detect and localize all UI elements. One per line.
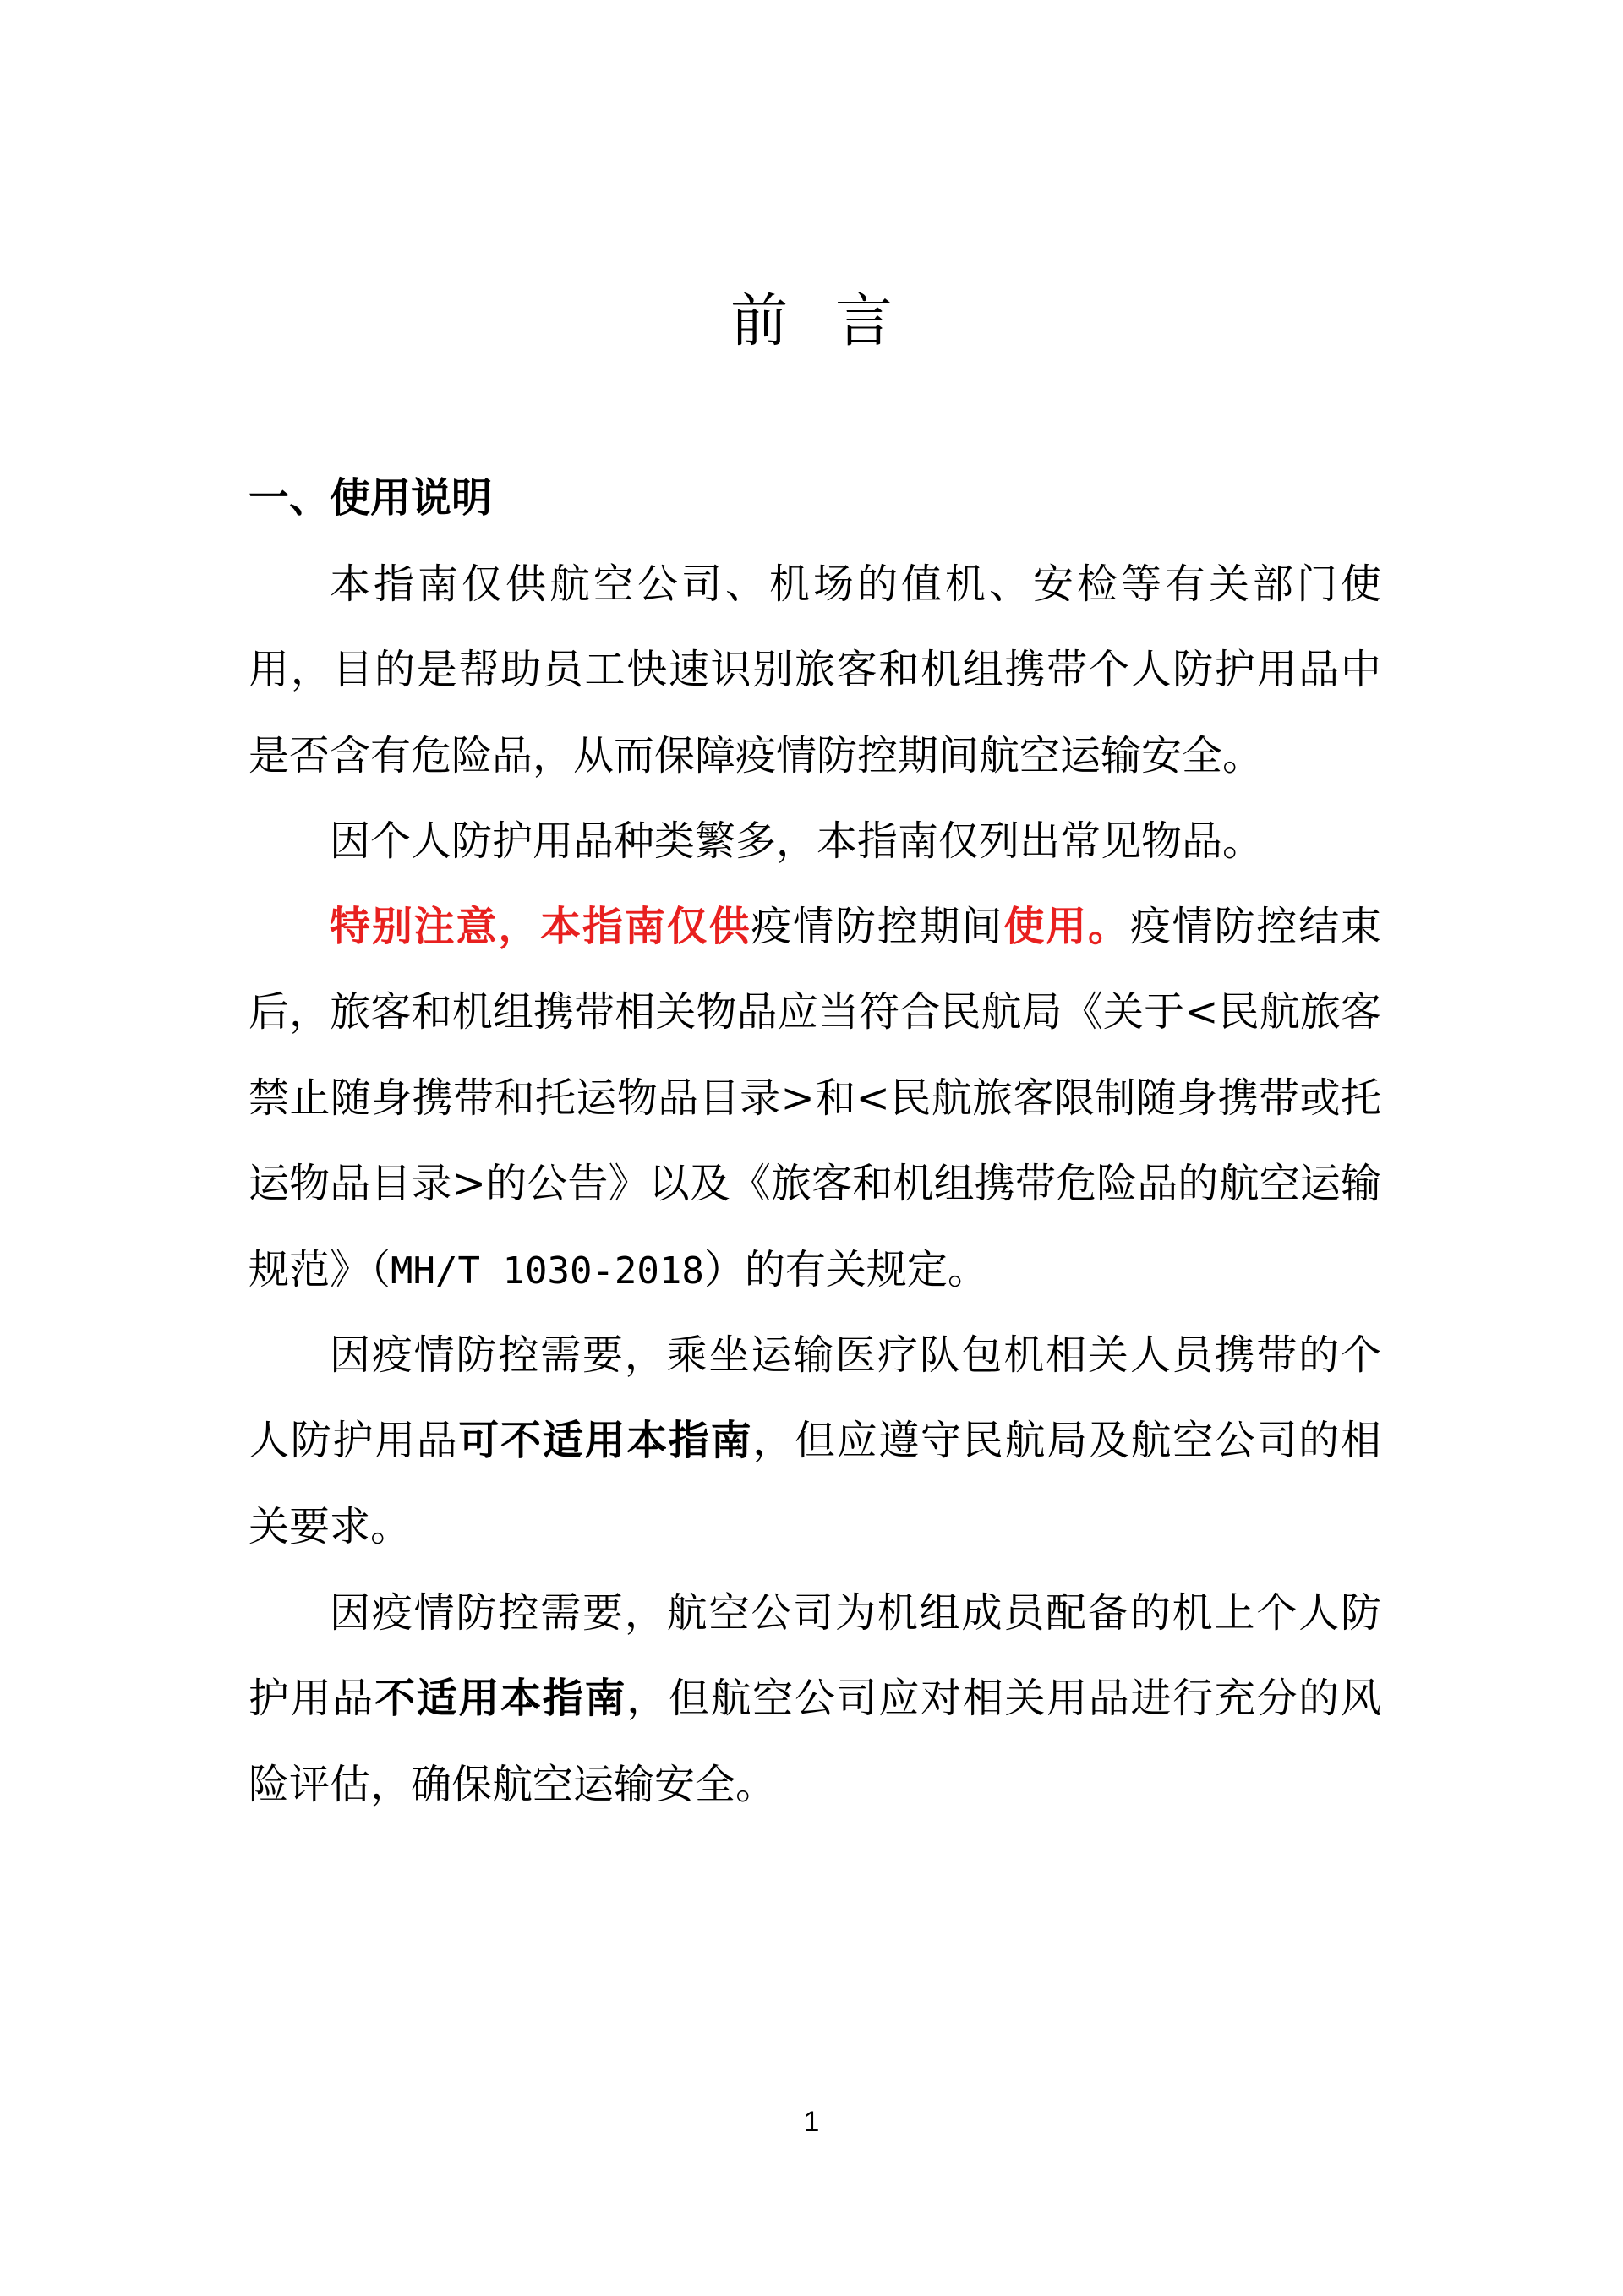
notice-body: 疫情防控结束后，旅客和机组携带相关物品应当符合民航局《关于<民航旅客禁止随身携带和托运物品目录>和<民航旅客限制随身携带或托运物品目录>的公告》以及《旅客和机组携带危险品的航空运输规范》（ (249, 903, 1381, 1293)
paragraph-special-notice (249, 884, 1381, 1314)
medical-team-text-1: 因疫情防控需要，乘坐运输医疗队包机相关人员携带的个人防护用品 (249, 1331, 1381, 1465)
notice-period: 疫情防控期间 (751, 903, 1004, 950)
crew-emphasis: 不适用本指南 (374, 1675, 627, 1723)
page-number: 1 (803, 2106, 820, 2138)
standard-code: MH/T 1030-2018 (391, 1249, 704, 1293)
section-heading: 一、使用说明 (249, 474, 493, 522)
notice-ending: ）的有关规定。 (703, 1245, 988, 1293)
medical-team-emphasis: 可不适用本指南 (458, 1417, 753, 1465)
paragraph-crew-equipment (249, 1571, 1381, 1828)
notice-emphasis-1: 特别注意，本指南仅供 (330, 903, 751, 950)
title-char-2: 言 (835, 288, 893, 355)
crew-text-2: ，但航空公司应对相关用品进行充分的风险评估，确保航空运输安全。 (249, 1675, 1381, 1808)
notice-emphasis-2: 使用。 (1003, 903, 1130, 950)
page-title (0, 284, 1623, 360)
paragraph-medical-team (249, 1313, 1381, 1570)
paragraph-usage-scope: 本指南仅供航空公司、机场的值机、安检等有关部门使用，目的是帮助员工快速识别旅客和机组携带个人防护用品中是否含有危险品，从而保障疫情防控期间航空运输安全。 (249, 560, 1381, 779)
paragraph-common-items: 因个人防护用品种类繁多，本指南仅列出常见物品。 (330, 817, 1264, 865)
medical-team-text-2: ，但应遵守民航局及航空公司的相关要求。 (249, 1417, 1381, 1550)
title-char-1: 前 (730, 288, 788, 355)
crew-text-1: 因疫情防控需要，航空公司为机组成员配备的机上个人防护用品 (249, 1589, 1381, 1723)
